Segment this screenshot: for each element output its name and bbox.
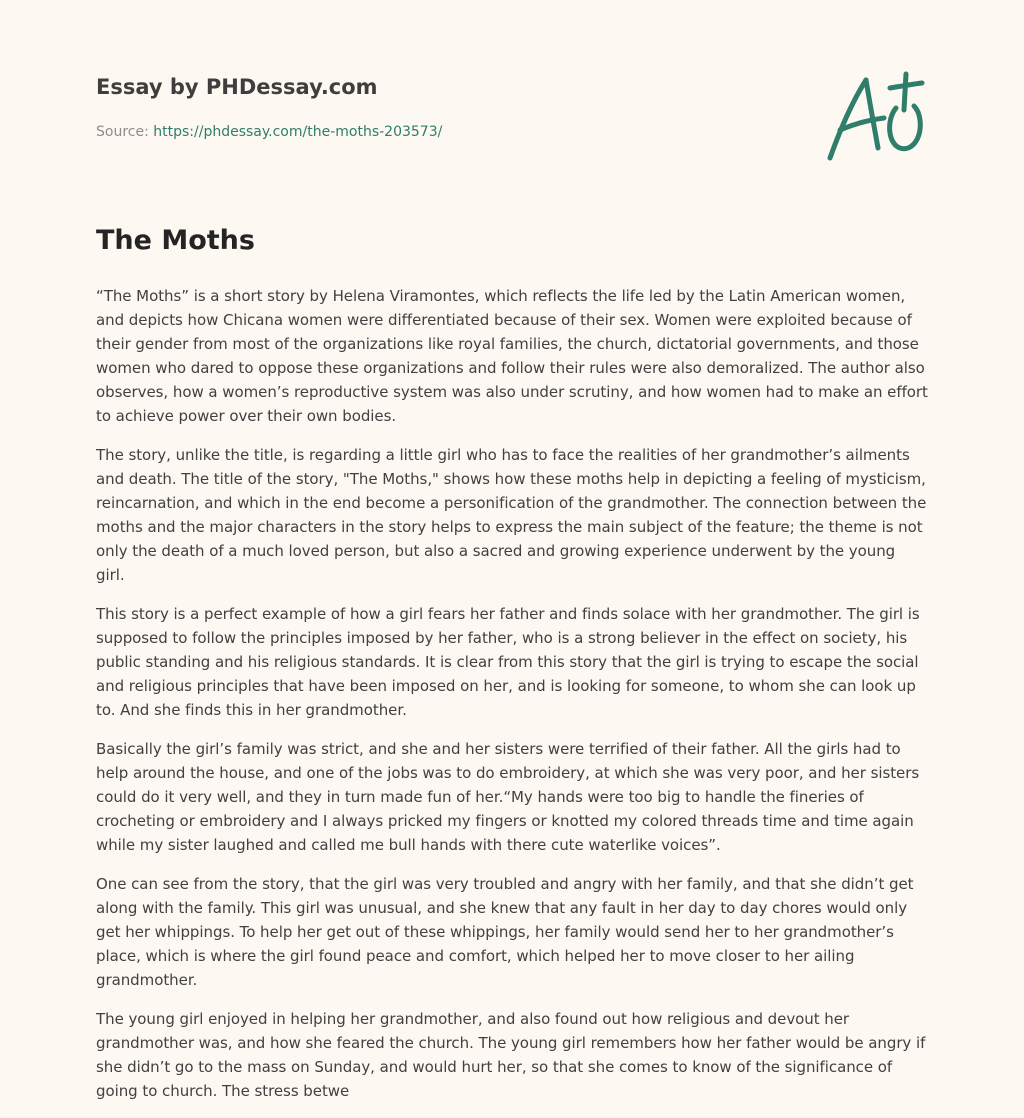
essay-title: The Moths — [96, 225, 255, 256]
source-line — [96, 124, 442, 140]
a-plus-grade-icon — [826, 68, 926, 164]
essay-paragraph: One can see from the story, that the girl was very troubled and angry with her family, and that she didn’t get along with the family. This girl was unusual, and she knew that any fault in her day to day chores would only get her whippings. To help her get out of these whippings, her family would send her to her grandmother’s place, which is where the girl found peace and comfort, which helped her to move closer to her ailing grandmother. — [96, 875, 914, 989]
source-link[interactable]: https://phdessay.com/the-moths-203573/ — [153, 124, 443, 140]
essay-paragraph: “The Moths” is a short story by Helena Viramontes, which reflects the life led by the Latin American women, and depicts how Chicana women were differentiated because of their sex. Women were exploited because of their gender from most of the organizations like royal families, the church, dictatorial governments, and those women who dared to oppose these organizations and follow their rules were also demoralized. The author also observes, how a women’s reproductive system was also under scrutiny, and how women had to make an effort to achieve power over their own bodies. — [96, 287, 928, 425]
essay-paragraph: This story is a perfect example of how a girl fears her father and finds solace with her grandmother. The girl is supposed to follow the principles imposed by her father, who is a strong believer in the effect on society, his public standing and his religious standards. It is clear from this story that the girl is trying to escape the social and religious principles that have been imposed on her, and is looking for someone, to whom she can look up to. And she finds this in her grandmother. — [96, 605, 920, 719]
essay-body — [96, 284, 928, 1118]
source-label: Source: — [96, 124, 149, 140]
essay-paragraph: The story, unlike the title, is regarding a little girl who has to face the realities of her grandmother’s ailments and death. The title of the story, "The Moths," shows how these moths help in depicting a feeling of mysticism, reincarnation, and which in the end become a personification of the grandmother. The connection between the moths and the major characters in the story helps to express the main subject of the feature; the theme is not only the death of a much loved person, but also a sacred and growing experience underwent by the young girl. — [96, 446, 927, 584]
essay-paragraph: The young girl enjoyed in helping her grandmother, and also found out how religious and devout her grandmother was, and how she feared the church. The young girl remembers how her father would be angry if she didn’t go to the mass on Sunday, and would hurt her, so that she comes to know of the significance of going to church. The stress betwe — [96, 1010, 926, 1100]
essay-paragraph: Basically the girl’s family was strict, and she and her sisters were terrified of their father. All the girls had to help around the house, and one of the jobs was to do embroidery, at which she was very poor, and her sisters could do it very well, and they in turn made fun of her.“My hands were too big to handle the fineries of crocheting or embroidery and I always pricked my fingers or knotted my colored threads time and time again while my sister laughed and called me bull hands with there cute waterlike voices”. — [96, 740, 920, 854]
site-title: Essay by PHDessay.com — [96, 75, 378, 99]
